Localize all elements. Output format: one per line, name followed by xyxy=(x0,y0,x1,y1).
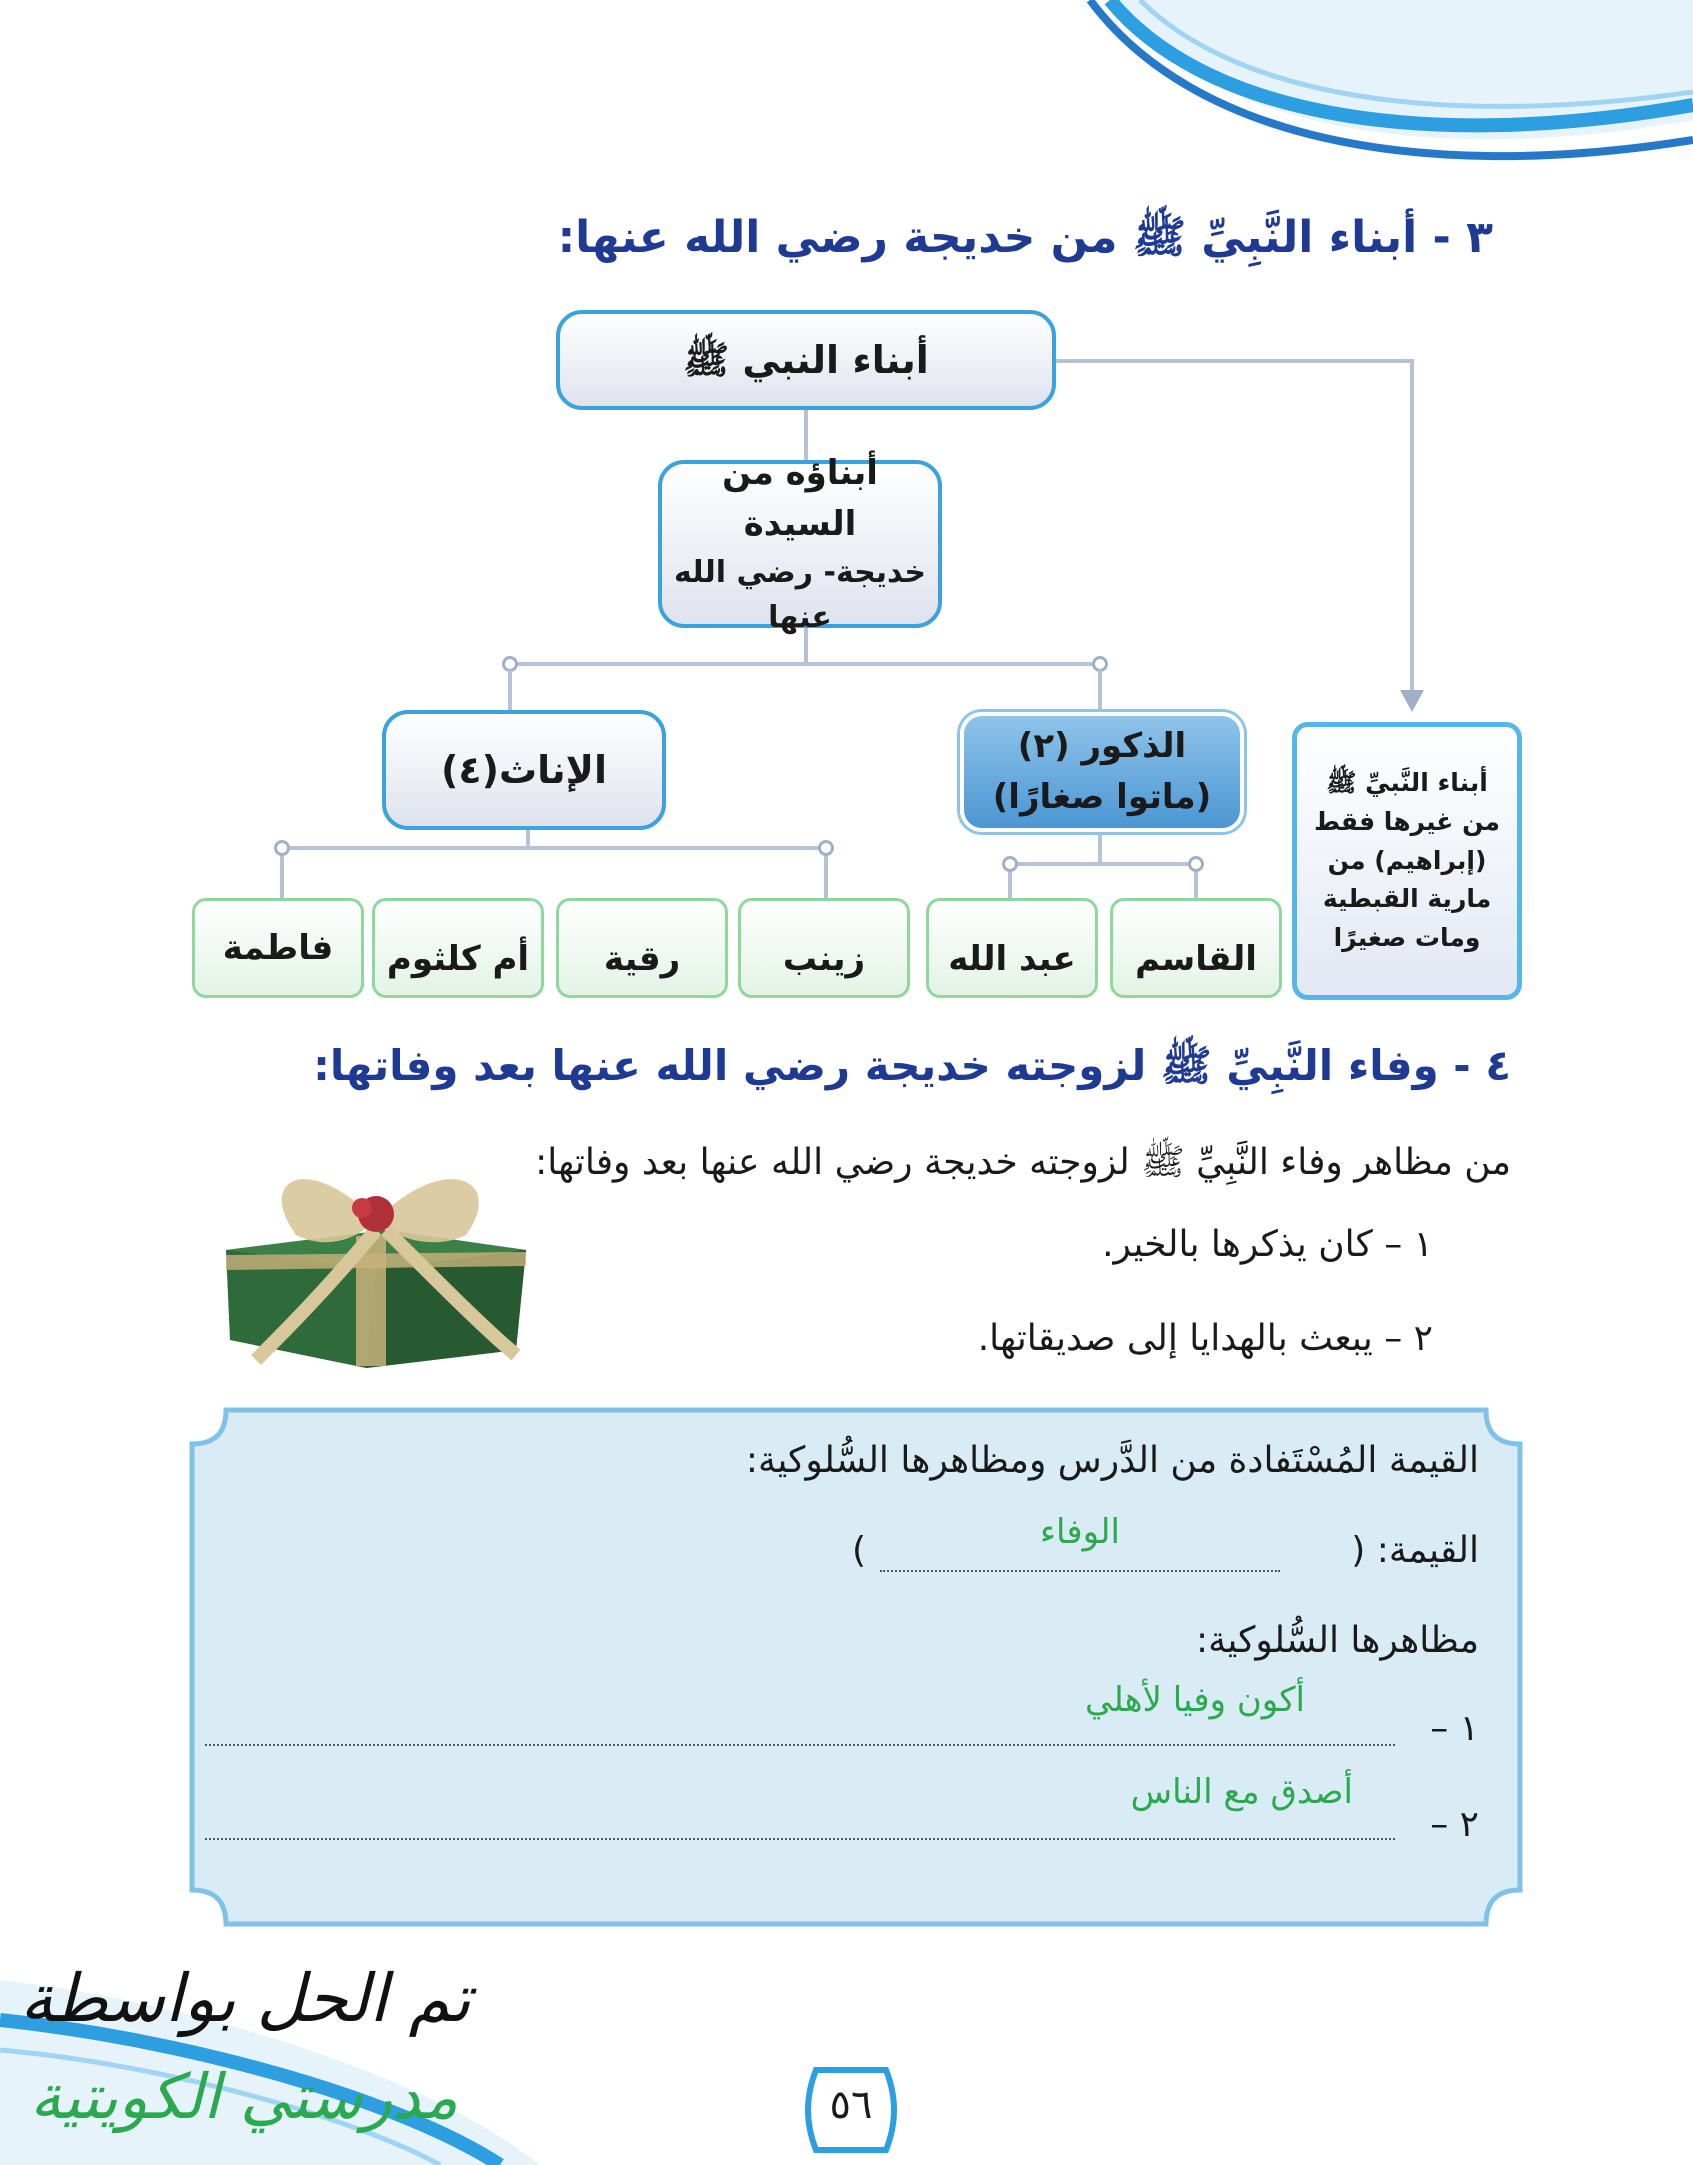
side-note-line: ومات صغيرًا xyxy=(1333,923,1481,953)
value-close-paren: ) xyxy=(852,1530,867,1571)
other-children-node xyxy=(1292,722,1522,1000)
child-name: زينب xyxy=(782,938,866,979)
behavior-number: ١ – xyxy=(1430,1708,1479,1749)
section4-item: ٢ – يبعث بالهدايا إلى صديقاتها. xyxy=(977,1318,1433,1359)
connector-dot xyxy=(1188,856,1204,872)
child-name: القاسم xyxy=(1135,938,1257,979)
connector xyxy=(280,856,284,898)
khadija-children-label-line2: خديجة- رضي الله عنها xyxy=(674,555,926,635)
value-label: القيمة: ( xyxy=(1351,1530,1479,1571)
solution-signature-line2: مدرستي الكويتية xyxy=(30,2060,459,2133)
side-note-line: مارية القبطية xyxy=(1322,884,1492,914)
side-note-line: (إبراهيم) من xyxy=(1327,845,1487,875)
khadija-children-label-line1: أبناؤه من السيدة xyxy=(722,453,878,544)
connector xyxy=(1098,670,1102,710)
value-box-title: القيمة المُسْتَفادة من الدَّرس ومظاهرها السُّلوكية: xyxy=(745,1440,1479,1481)
value-answer-line xyxy=(880,1570,1280,1572)
males-label-line1: الذكور (٢) xyxy=(1017,726,1187,766)
child-name: عبد الله xyxy=(948,938,1076,979)
section4-heading: ٤ - وفاء النَّبِيِّ ﷺ لزوجته خديجة رضي الله عنها بعد وفاتها: xyxy=(313,1041,1511,1090)
connector xyxy=(1056,359,1412,363)
connector xyxy=(1194,872,1198,898)
child-node-abdullah xyxy=(926,898,1098,998)
behavior-answer: أصدق مع الناس xyxy=(1130,1772,1353,1812)
behavior-answer-line xyxy=(205,1744,1395,1746)
tree-root-node xyxy=(556,310,1056,410)
females-node xyxy=(382,710,666,830)
behavior-answer-line xyxy=(205,1838,1395,1840)
decorative-header-wave xyxy=(1080,0,1693,170)
section3-heading: ٣ - أبناء النَّبِيِّ ﷺ من خديجة رضي الله عنها: xyxy=(557,212,1493,263)
child-node-zainab xyxy=(738,898,910,998)
males-node xyxy=(960,712,1244,832)
connector xyxy=(1098,830,1102,864)
connector-dot xyxy=(818,840,834,856)
value-box-frame xyxy=(186,1404,1526,1930)
solution-signature-line1: تم الحل بواسطة xyxy=(20,1960,471,2037)
connector xyxy=(508,670,512,710)
section4-item: ١ – كان يذكرها بالخير. xyxy=(1102,1224,1433,1265)
child-name: أم كلثوم xyxy=(386,938,530,979)
value-answer: الوفاء xyxy=(1040,1512,1120,1552)
connector xyxy=(280,846,826,850)
connector xyxy=(1008,872,1012,898)
behavior-number: ٢ – xyxy=(1430,1804,1479,1845)
gift-box-image xyxy=(186,1140,556,1370)
behaviors-label: مظاهرها السُّلوكية: xyxy=(1195,1620,1479,1661)
child-node-umm-kulthum xyxy=(372,898,544,998)
males-label-line2: (ماتوا صغارًا) xyxy=(992,777,1212,817)
child-node-qasim xyxy=(1110,898,1282,998)
section4-intro: من مظاهر وفاء النَّبِيِّ ﷺ لزوجته خديجة رضي الله عنها بعد وفاتها: xyxy=(535,1142,1511,1183)
connector-dot xyxy=(1002,856,1018,872)
behavior-answer: أكون وفيا لأهلي xyxy=(1085,1680,1305,1720)
females-label: الإناث(٤) xyxy=(441,747,607,792)
connector xyxy=(508,662,1102,666)
connector xyxy=(1008,862,1198,866)
khadija-children-node xyxy=(658,453,942,635)
connector xyxy=(1410,359,1414,699)
connector xyxy=(824,856,828,898)
arrow-head xyxy=(1400,690,1424,712)
page-number: ٥٦ xyxy=(829,2082,873,2128)
child-name: فاطمة xyxy=(222,927,334,968)
child-name: رقية xyxy=(603,938,681,979)
child-node-ruqayya xyxy=(556,898,728,998)
connector-dot xyxy=(274,840,290,856)
child-node-fatima xyxy=(192,898,364,998)
tree-root-label: أبناء النبي ﷺ xyxy=(683,337,929,382)
side-note-line: من غيرها فقط xyxy=(1313,806,1501,836)
side-note-line: أبناء النَّبيِّ ﷺ xyxy=(1326,768,1488,798)
